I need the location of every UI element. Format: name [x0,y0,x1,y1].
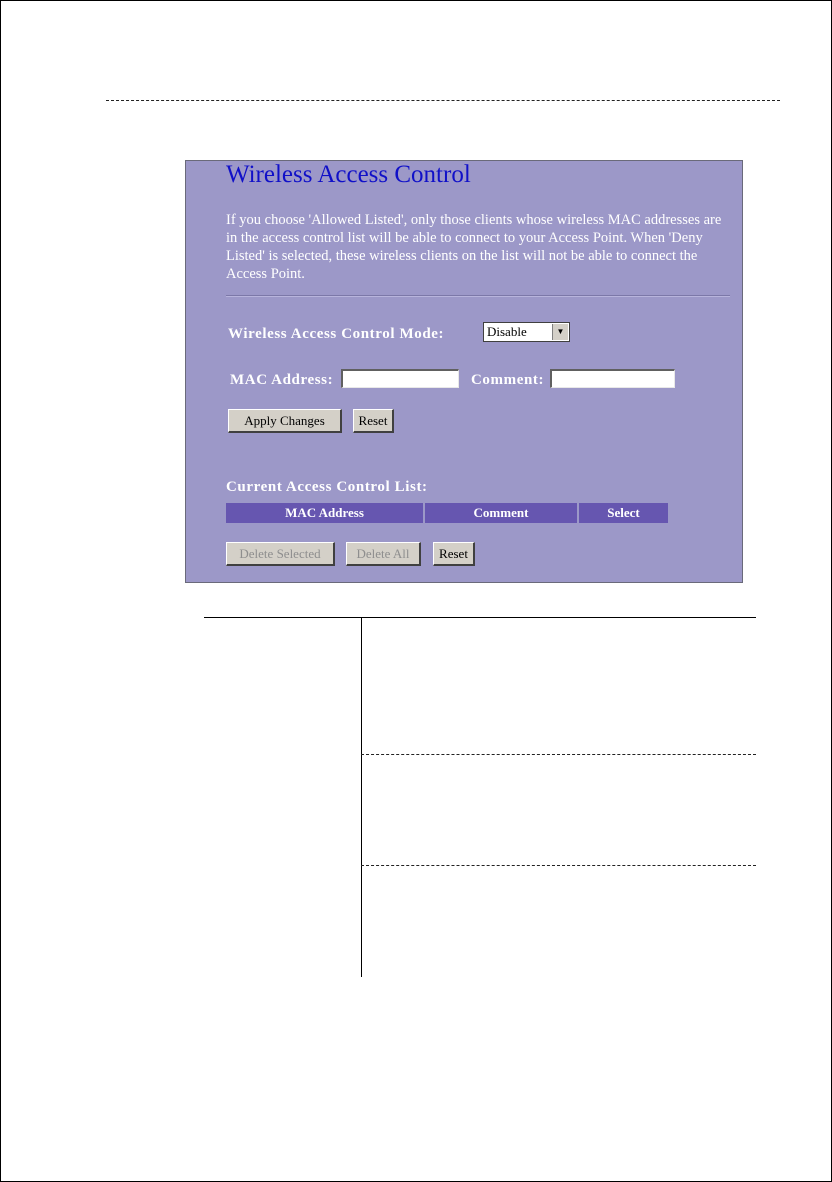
table-top-rule [204,617,756,618]
page-title: Wireless Access Control [226,161,471,188]
delete-selected-button[interactable]: Delete Selected [226,542,335,566]
reset-list-button[interactable]: Reset [433,542,475,566]
description-text: If you choose 'Allowed Listed', only those clients whose wireless MAC addresses are in the access control list will be able to connect to your Access Point. When 'Deny Listed' is selected, these wireless clients on the list will not be able to connect the Access Point. [226,212,722,282]
apply-changes-button[interactable]: Apply Changes [228,409,342,433]
column-comment: Comment [425,503,579,523]
comment-label: Comment: [471,372,545,388]
access-control-list-header [226,503,668,523]
list-title: Current Access Control List: [226,479,428,495]
comment-input[interactable] [550,369,675,388]
reset-button[interactable]: Reset [353,409,394,433]
mode-select-value: Disable [487,324,527,339]
wireless-access-control-panel [185,160,743,583]
mac-address-label: MAC Address: [230,372,334,388]
chevron-down-icon[interactable]: ▼ [552,324,568,340]
mode-label: Wireless Access Control Mode: [228,326,445,342]
mac-address-input[interactable] [341,369,459,388]
mode-select[interactable] [483,322,570,342]
table-row-divider [361,754,756,755]
header-rule [106,100,780,101]
column-mac-address: MAC Address [226,503,425,523]
table-column-divider [361,617,362,977]
separator [226,295,730,297]
column-select: Select [607,505,640,520]
delete-all-button[interactable]: Delete All [346,542,421,566]
table-row-divider [361,865,756,866]
